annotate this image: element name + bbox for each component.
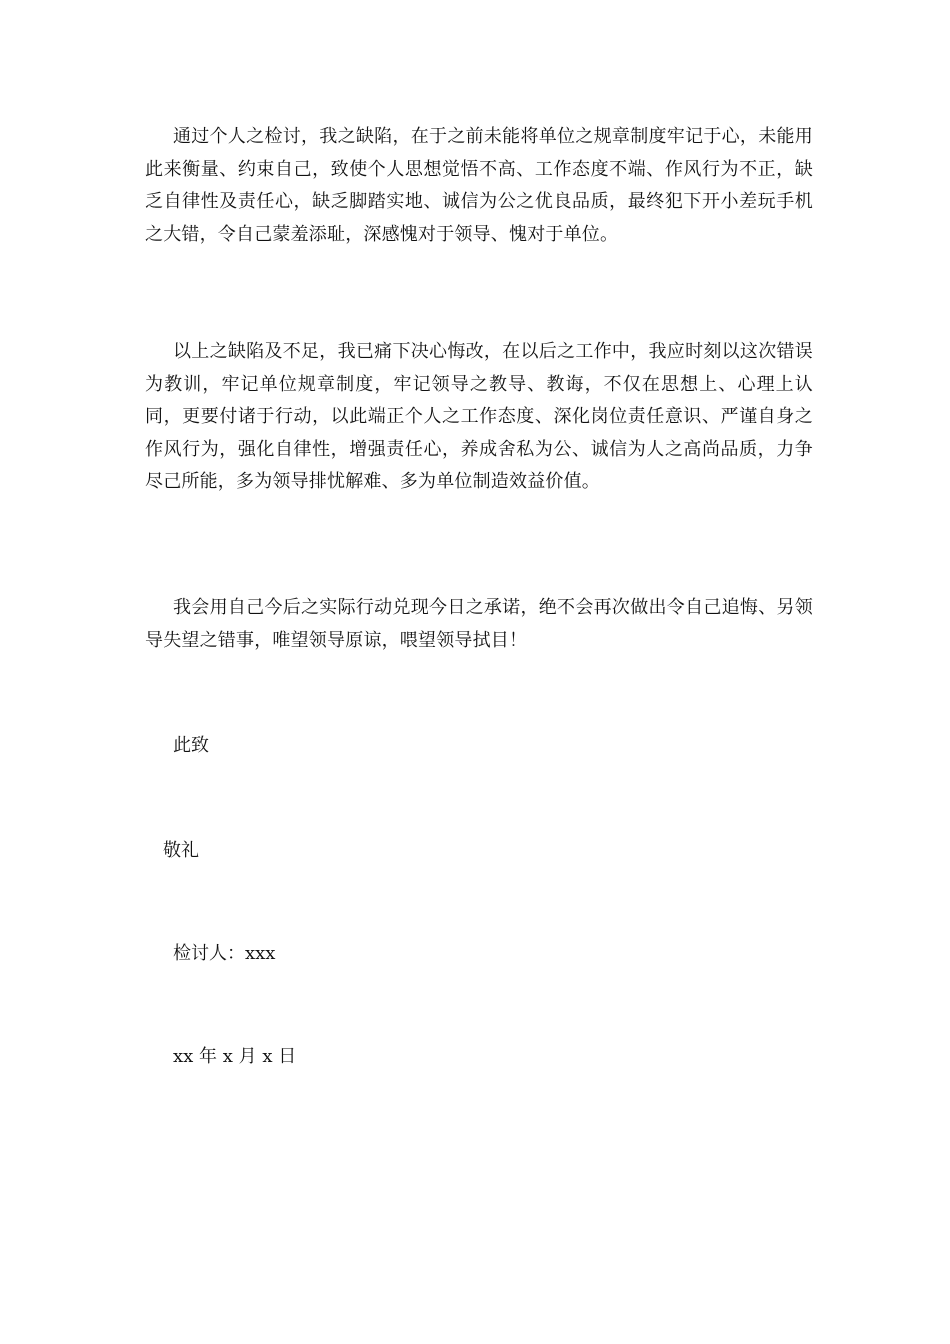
date-line: xx 年 x 月 x 日	[173, 1046, 297, 1067]
signer-line: 检讨人：xxx	[173, 943, 276, 964]
closing-regards: 敬礼	[163, 840, 199, 861]
paragraph-self-reflection: 通过个人之检讨，我之缺陷，在于之前未能将单位之规章制度牢记于心，未能用此来衡量、约束自己，致使个人思想觉悟不高、工作态度不端、作风行为不正，缺乏自律性及责任心，缺乏脚踏实地、诚信为公之优良品质，最终犯下开小差玩手机之大错，令自己蒙羞添耻，深感愧对于领导、愧对于单位。	[145, 126, 813, 245]
paragraph-promise: 我会用自己今后之实际行动兑现今日之承诺，绝不会再次做出令自己追悔、另领导失望之错事，唯望领导原谅，喂望领导拭目！	[145, 597, 813, 651]
closing-salutation: 此致	[173, 735, 209, 756]
paragraph-resolution: 以上之缺陷及不足，我已痛下决心悔改，在以后之工作中，我应时刻以这次错误为教训，牢记单位规章制度，牢记领导之教导、教诲，不仅在思想上、心理上认同，更要付诸于行动，以此端正个人之工作态度、深化岗位责任意识、严谨自身之作风行为，强化自律性，增强责任心，养成舍私为公、诚信为人之高尚品质，力争尽己所能，多为领导排忧解难、多为单位制造效益价值。	[145, 341, 813, 492]
